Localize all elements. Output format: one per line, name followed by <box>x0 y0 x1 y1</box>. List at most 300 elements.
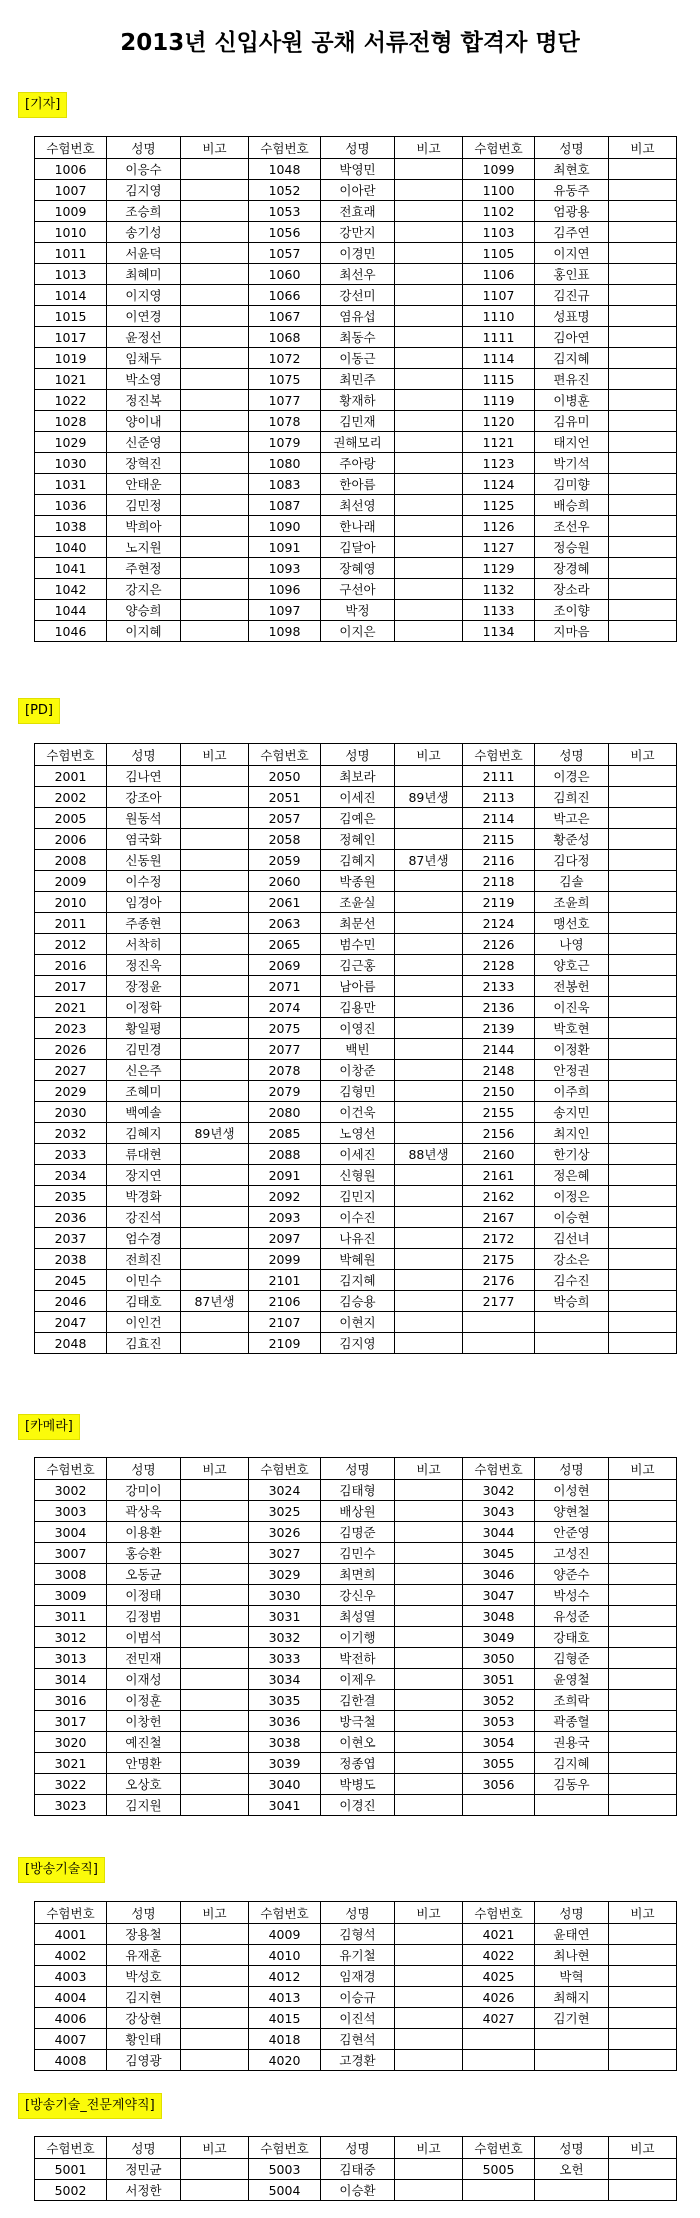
applicant-number-cell: 2092 <box>249 1186 321 1207</box>
applicant-number-cell: 3049 <box>463 1627 535 1648</box>
applicant-number-cell: 3050 <box>463 1648 535 1669</box>
column-header: 성명 <box>535 744 609 766</box>
note-cell <box>395 1627 463 1648</box>
applicant-number-cell: 1114 <box>463 348 535 369</box>
applicant-name-cell: 김희진 <box>535 787 609 808</box>
applicant-name-cell: 김지혜 <box>321 1270 395 1291</box>
note-cell <box>181 1249 249 1270</box>
note-cell <box>395 1228 463 1249</box>
applicant-name-cell: 임채두 <box>107 348 181 369</box>
applicant-name-cell: 염국화 <box>107 829 181 850</box>
note-cell <box>609 2029 677 2050</box>
applicant-name-cell: 이범석 <box>107 1627 181 1648</box>
applicant-name-cell: 김솔 <box>535 871 609 892</box>
applicant-number-cell: 3036 <box>249 1711 321 1732</box>
note-cell <box>181 1774 249 1795</box>
applicant-number-cell: 1031 <box>35 474 107 495</box>
table-row <box>35 1966 677 1987</box>
applicant-name-cell: 이동근 <box>321 348 395 369</box>
applicant-number-cell: 2079 <box>249 1081 321 1102</box>
applicant-number-cell: 2109 <box>249 1333 321 1354</box>
applicant-number-cell: 1124 <box>463 474 535 495</box>
applicant-name-cell: 최민주 <box>321 369 395 390</box>
applicant-name-cell: 황일평 <box>107 1018 181 1039</box>
applicant-number-cell: 2080 <box>249 1102 321 1123</box>
applicant-number-cell: 2124 <box>463 913 535 934</box>
applicant-number-cell: 4013 <box>249 1987 321 2008</box>
note-cell <box>609 1753 677 1774</box>
column-header: 비고 <box>181 1458 249 1480</box>
applicant-number-cell: 1006 <box>35 159 107 180</box>
applicant-name-cell: 서정한 <box>107 2180 181 2201</box>
applicant-number-cell: 3021 <box>35 1753 107 1774</box>
note-cell <box>609 1312 677 1333</box>
note-cell <box>181 766 249 787</box>
applicant-name-cell: 고성진 <box>535 1543 609 1564</box>
applicant-number-cell: 3033 <box>249 1648 321 1669</box>
note-cell <box>395 432 463 453</box>
column-header: 비고 <box>609 1458 677 1480</box>
applicant-name-cell: 김영광 <box>107 2050 181 2071</box>
applicant-number-cell: 1022 <box>35 390 107 411</box>
applicant-number-cell: 2144 <box>463 1039 535 1060</box>
column-header: 성명 <box>107 744 181 766</box>
note-cell <box>609 243 677 264</box>
note-cell <box>609 1606 677 1627</box>
applicant-name-cell: 김선녀 <box>535 1228 609 1249</box>
applicant-name-cell: 이지영 <box>107 285 181 306</box>
note-cell <box>609 934 677 955</box>
applicant-name-cell: 김아연 <box>535 327 609 348</box>
column-header: 비고 <box>395 1902 463 1924</box>
applicant-number-cell: 3011 <box>35 1606 107 1627</box>
applicant-number-cell: 3020 <box>35 1732 107 1753</box>
applicant-name-cell: 김다정 <box>535 850 609 871</box>
note-cell <box>395 621 463 642</box>
applicant-number-cell: 3032 <box>249 1627 321 1648</box>
applicant-number-cell: 3053 <box>463 1711 535 1732</box>
applicant-name-cell: 최지인 <box>535 1123 609 1144</box>
applicant-name-cell: 배상원 <box>321 1501 395 1522</box>
note-cell <box>395 159 463 180</box>
note-cell <box>181 850 249 871</box>
note-cell <box>609 1945 677 1966</box>
note-cell <box>181 453 249 474</box>
note-cell <box>181 264 249 285</box>
note-cell <box>395 453 463 474</box>
note-cell <box>609 1144 677 1165</box>
applicant-number-cell: 2023 <box>35 1018 107 1039</box>
note-cell <box>395 1648 463 1669</box>
note-cell <box>395 913 463 934</box>
applicant-number-cell: 2176 <box>463 1270 535 1291</box>
applicant-name-cell: 김혜지 <box>321 850 395 871</box>
note-cell <box>395 1753 463 1774</box>
applicant-name-cell: 박호현 <box>535 1018 609 1039</box>
note-cell <box>181 2008 249 2029</box>
note-cell <box>395 955 463 976</box>
note-cell <box>181 1270 249 1291</box>
applicant-number-cell: 1040 <box>35 537 107 558</box>
column-header: 비고 <box>609 744 677 766</box>
roster-table <box>34 1901 677 2071</box>
table-row <box>35 537 677 558</box>
applicant-name-cell: 박희아 <box>107 516 181 537</box>
applicant-name-cell: 최문선 <box>321 913 395 934</box>
table-row <box>35 243 677 264</box>
table-row <box>35 892 677 913</box>
applicant-number-cell: 1106 <box>463 264 535 285</box>
note-cell <box>395 1207 463 1228</box>
applicant-name-cell: 이정태 <box>107 1585 181 1606</box>
applicant-number-cell: 1121 <box>463 432 535 453</box>
note-cell <box>395 1102 463 1123</box>
note-cell <box>181 1165 249 1186</box>
table-row <box>35 997 677 1018</box>
note-cell <box>181 2180 249 2201</box>
applicant-number-cell: 4020 <box>249 2050 321 2071</box>
applicant-number-cell: 2035 <box>35 1186 107 1207</box>
applicant-number-cell: 1078 <box>249 411 321 432</box>
table-row <box>35 787 677 808</box>
applicant-name-cell: 이승환 <box>321 2180 395 2201</box>
applicant-name-cell: 김한결 <box>321 1690 395 1711</box>
applicant-name-cell: 유성준 <box>535 1606 609 1627</box>
applicant-name-cell: 강신우 <box>321 1585 395 1606</box>
applicant-number-cell <box>463 2180 535 2201</box>
table-row <box>35 159 677 180</box>
applicant-number-cell: 4021 <box>463 1924 535 1945</box>
column-header: 수험번호 <box>463 137 535 159</box>
note-cell <box>395 892 463 913</box>
table-row <box>35 1249 677 1270</box>
applicant-number-cell: 3023 <box>35 1795 107 1816</box>
note-cell <box>181 1690 249 1711</box>
applicant-name-cell: 전봉헌 <box>535 976 609 997</box>
note-cell <box>181 1606 249 1627</box>
note-cell <box>609 495 677 516</box>
table-row <box>35 1648 677 1669</box>
applicant-name-cell: 신형원 <box>321 1165 395 1186</box>
applicant-number-cell: 2162 <box>463 1186 535 1207</box>
note-cell <box>181 222 249 243</box>
applicant-number-cell: 1125 <box>463 495 535 516</box>
table-row <box>35 934 677 955</box>
note-cell <box>395 766 463 787</box>
applicant-name-cell: 이지연 <box>535 243 609 264</box>
applicant-name-cell: 유재훈 <box>107 1945 181 1966</box>
table-row <box>35 411 677 432</box>
applicant-name-cell: 이성현 <box>535 1480 609 1501</box>
applicant-number-cell: 2172 <box>463 1228 535 1249</box>
note-cell <box>395 1690 463 1711</box>
note-cell <box>609 1333 677 1354</box>
header-row <box>35 744 677 766</box>
applicant-name-cell: 조희락 <box>535 1690 609 1711</box>
note-cell <box>609 1102 677 1123</box>
column-header: 비고 <box>609 1902 677 1924</box>
applicant-name-cell: 엄수경 <box>107 1228 181 1249</box>
applicant-name-cell: 박승희 <box>535 1291 609 1312</box>
applicant-number-cell: 4010 <box>249 1945 321 1966</box>
applicant-number-cell: 3045 <box>463 1543 535 1564</box>
table-row <box>35 1564 677 1585</box>
applicant-number-cell: 2133 <box>463 976 535 997</box>
note-cell <box>609 913 677 934</box>
note-cell <box>181 1585 249 1606</box>
applicant-name-cell: 최나현 <box>535 1945 609 1966</box>
applicant-name-cell: 고경환 <box>321 2050 395 2071</box>
note-cell <box>181 495 249 516</box>
applicant-name-cell: 정진욱 <box>107 955 181 976</box>
applicant-name-cell: 이용환 <box>107 1522 181 1543</box>
applicant-number-cell: 2113 <box>463 787 535 808</box>
applicant-name-cell: 지마음 <box>535 621 609 642</box>
applicant-name-cell: 신준영 <box>107 432 181 453</box>
applicant-name-cell <box>535 2180 609 2201</box>
applicant-name-cell: 박정 <box>321 600 395 621</box>
table-row <box>35 1333 677 1354</box>
note-cell <box>395 1165 463 1186</box>
table-row <box>35 1627 677 1648</box>
note-cell <box>395 1732 463 1753</box>
note-cell <box>395 285 463 306</box>
table-row <box>35 1585 677 1606</box>
note-cell <box>181 2159 249 2180</box>
applicant-name-cell: 이진석 <box>321 2008 395 2029</box>
note-cell <box>395 327 463 348</box>
column-header: 비고 <box>181 2137 249 2159</box>
applicant-name-cell: 김진규 <box>535 285 609 306</box>
applicant-name-cell: 이아란 <box>321 180 395 201</box>
note-cell <box>395 2029 463 2050</box>
applicant-number-cell: 2026 <box>35 1039 107 1060</box>
applicant-name-cell: 태지언 <box>535 432 609 453</box>
table-row <box>35 264 677 285</box>
applicant-number-cell: 2048 <box>35 1333 107 1354</box>
applicant-number-cell: 2099 <box>249 1249 321 1270</box>
applicant-name-cell: 이지은 <box>321 621 395 642</box>
applicant-number-cell: 3035 <box>249 1690 321 1711</box>
table-row <box>35 2180 677 2201</box>
applicant-number-cell: 1103 <box>463 222 535 243</box>
applicant-number-cell: 2029 <box>35 1081 107 1102</box>
applicant-name-cell: 조윤희 <box>535 892 609 913</box>
applicant-name-cell: 전민재 <box>107 1648 181 1669</box>
note-cell <box>181 1987 249 2008</box>
applicant-name-cell: 김태형 <box>321 1480 395 1501</box>
applicant-name-cell: 오상호 <box>107 1774 181 1795</box>
applicant-number-cell: 3043 <box>463 1501 535 1522</box>
column-header: 성명 <box>321 744 395 766</box>
applicant-number-cell: 2078 <box>249 1060 321 1081</box>
applicant-number-cell: 2118 <box>463 871 535 892</box>
applicant-number-cell: 1056 <box>249 222 321 243</box>
column-header: 수험번호 <box>249 137 321 159</box>
applicant-number-cell: 1127 <box>463 537 535 558</box>
applicant-name-cell: 신은주 <box>107 1060 181 1081</box>
note-cell <box>395 1039 463 1060</box>
table-row <box>35 1774 677 1795</box>
applicant-name-cell: 김효진 <box>107 1333 181 1354</box>
table-row <box>35 327 677 348</box>
note-cell <box>609 579 677 600</box>
applicant-number-cell: 4012 <box>249 1966 321 1987</box>
applicant-number-cell: 1072 <box>249 348 321 369</box>
table-row <box>35 808 677 829</box>
applicant-name-cell: 나유진 <box>321 1228 395 1249</box>
applicant-number-cell: 1077 <box>249 390 321 411</box>
applicant-number-cell: 1041 <box>35 558 107 579</box>
applicant-name-cell: 장혁진 <box>107 453 181 474</box>
applicant-number-cell: 1115 <box>463 369 535 390</box>
applicant-name-cell: 박종원 <box>321 871 395 892</box>
note-cell <box>609 1249 677 1270</box>
table-row <box>35 432 677 453</box>
applicant-number-cell: 2139 <box>463 1018 535 1039</box>
note-cell <box>395 1249 463 1270</box>
note-cell <box>609 411 677 432</box>
applicant-name-cell: 최선우 <box>321 264 395 285</box>
note-cell <box>395 1501 463 1522</box>
note-cell <box>395 579 463 600</box>
applicant-name-cell: 조이향 <box>535 600 609 621</box>
note-cell <box>609 2159 677 2180</box>
table-row <box>35 516 677 537</box>
applicant-number-cell: 2063 <box>249 913 321 934</box>
note-cell <box>181 1228 249 1249</box>
column-header: 수험번호 <box>249 1902 321 1924</box>
applicant-name-cell: 정진복 <box>107 390 181 411</box>
column-header: 수험번호 <box>249 2137 321 2159</box>
applicant-name-cell: 원동석 <box>107 808 181 829</box>
note-cell <box>395 558 463 579</box>
applicant-number-cell: 2160 <box>463 1144 535 1165</box>
header-row <box>35 2137 677 2159</box>
applicant-number-cell: 2136 <box>463 997 535 1018</box>
note-cell <box>395 1585 463 1606</box>
applicant-number-cell: 4018 <box>249 2029 321 2050</box>
applicant-name-cell: 이인건 <box>107 1312 181 1333</box>
note-cell <box>609 1732 677 1753</box>
table-row <box>35 348 677 369</box>
table-row <box>35 1732 677 1753</box>
applicant-number-cell: 3027 <box>249 1543 321 1564</box>
applicant-number-cell: 1021 <box>35 369 107 390</box>
applicant-number-cell: 1132 <box>463 579 535 600</box>
applicant-number-cell <box>463 2029 535 2050</box>
applicant-number-cell: 4003 <box>35 1966 107 1987</box>
note-cell <box>395 1945 463 1966</box>
note-cell <box>181 159 249 180</box>
applicant-name-cell: 이재성 <box>107 1669 181 1690</box>
applicant-name-cell: 김태호 <box>107 1291 181 1312</box>
note-cell: 87년생 <box>395 850 463 871</box>
applicant-name-cell: 이기행 <box>321 1627 395 1648</box>
applicant-name-cell: 전효래 <box>321 201 395 222</box>
applicant-name-cell: 이정환 <box>535 1039 609 1060</box>
table-row <box>35 1945 677 1966</box>
note-cell <box>609 159 677 180</box>
note-cell <box>609 1669 677 1690</box>
table-row <box>35 850 677 871</box>
note-cell <box>609 306 677 327</box>
note-cell <box>181 1753 249 1774</box>
applicant-name-cell: 최선영 <box>321 495 395 516</box>
table-row <box>35 976 677 997</box>
note-cell <box>181 1312 249 1333</box>
applicant-name-cell: 김수진 <box>535 1270 609 1291</box>
applicant-number-cell: 3040 <box>249 1774 321 1795</box>
note-cell <box>609 1795 677 1816</box>
applicant-name-cell: 강지은 <box>107 579 181 600</box>
applicant-name-cell: 이지혜 <box>107 621 181 642</box>
table-row <box>35 1543 677 1564</box>
applicant-name-cell: 최동수 <box>321 327 395 348</box>
header-row <box>35 137 677 159</box>
applicant-number-cell: 1087 <box>249 495 321 516</box>
column-header: 수험번호 <box>463 2137 535 2159</box>
applicant-name-cell: 김혜지 <box>107 1123 181 1144</box>
applicant-number-cell: 2074 <box>249 997 321 1018</box>
applicant-number-cell: 2115 <box>463 829 535 850</box>
note-cell <box>395 201 463 222</box>
column-header: 비고 <box>609 2137 677 2159</box>
note-cell <box>181 306 249 327</box>
note-cell <box>181 390 249 411</box>
note-cell <box>395 474 463 495</box>
applicant-name-cell: 이민수 <box>107 1270 181 1291</box>
applicant-name-cell: 황인태 <box>107 2029 181 2050</box>
applicant-number-cell: 3056 <box>463 1774 535 1795</box>
applicant-number-cell: 2002 <box>35 787 107 808</box>
applicant-number-cell: 1100 <box>463 180 535 201</box>
note-cell <box>181 474 249 495</box>
applicant-number-cell: 2051 <box>249 787 321 808</box>
applicant-name-cell: 서윤덕 <box>107 243 181 264</box>
note-cell <box>609 558 677 579</box>
column-header: 성명 <box>535 1902 609 1924</box>
table-row <box>35 1753 677 1774</box>
applicant-number-cell: 2021 <box>35 997 107 1018</box>
applicant-number-cell: 1060 <box>249 264 321 285</box>
applicant-name-cell: 이현오 <box>321 1732 395 1753</box>
note-cell <box>609 327 677 348</box>
table-row <box>35 1144 677 1165</box>
note-cell <box>395 1018 463 1039</box>
applicant-number-cell: 4006 <box>35 2008 107 2029</box>
applicant-number-cell: 2091 <box>249 1165 321 1186</box>
applicant-number-cell: 3034 <box>249 1669 321 1690</box>
note-cell <box>395 934 463 955</box>
applicant-name-cell: 이정학 <box>107 997 181 1018</box>
applicant-name-cell: 범수민 <box>321 934 395 955</box>
column-header: 비고 <box>395 137 463 159</box>
applicant-name-cell: 김민지 <box>321 1186 395 1207</box>
applicant-name-cell: 이응수 <box>107 159 181 180</box>
applicant-number-cell: 5002 <box>35 2180 107 2201</box>
note-cell <box>395 222 463 243</box>
applicant-number-cell: 2150 <box>463 1081 535 1102</box>
applicant-number-cell: 1079 <box>249 432 321 453</box>
note-cell <box>609 1186 677 1207</box>
applicant-number-cell: 2128 <box>463 955 535 976</box>
note-cell <box>609 1480 677 1501</box>
applicant-number-cell: 3017 <box>35 1711 107 1732</box>
table-row <box>35 1060 677 1081</box>
note-cell <box>395 264 463 285</box>
note-cell <box>181 1480 249 1501</box>
